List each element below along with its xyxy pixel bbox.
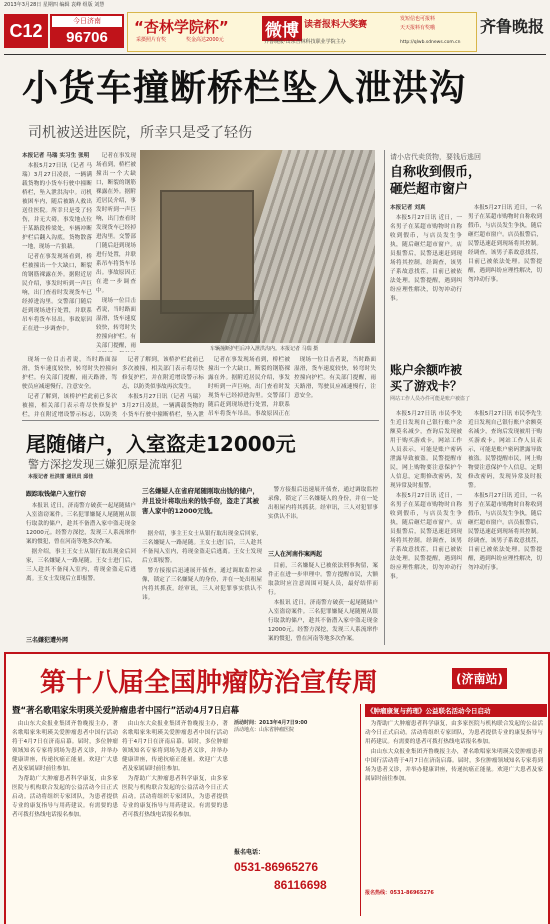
event-right-box (360, 704, 545, 916)
hotline-box (50, 14, 124, 48)
sidebar2-text-1b: 本报5月27日讯 近日，一名男子在某超市购物时自称收到假币，与店员发生争执，随后砸烂超市窗户。店员报警后，民警迅速赶到现场将其控制。经调查，该男子系故意找茬，目前已被依法处理。民警提醒，遇到纠纷应理性解决，切勿冲动行事。 (390, 493, 462, 580)
bottom-ad-section (4, 652, 550, 924)
ad-right-line2: 天天报料有奖哦 (400, 25, 436, 31)
story1-text-2: 记者在事发现场看到，桥栏被撞出一个大缺口，断裂的钢筋裸露在外。据附近居民介绍，事发时听到一声巨响，出门查看时发现货车已经掉进沟里。交警部门随后赶到现场进行处置，并联系吊车将货车吊出。事故原因正在进一步调查中。 (96, 153, 136, 294)
sidebar1-kicker: 请小店代卖货物，要钱后逃回 (390, 153, 481, 161)
story1-text-6: 现场一位目击者说，当时路面湿滑，货车速度较快，转弯时失控撞向护栏。有关部门提醒，雨天路滑，驾驶员应减速慢行，注意安全。 (294, 357, 376, 399)
story1-text-3b: 记者了解到，该桥护栏此前已多次被撞，相关部门表示将尽快修复护栏，并在附近增设警示标志，以防类 (22, 394, 117, 418)
sidebar2-title (390, 362, 462, 394)
story2-text-2b: 警方接报后迅速展开侦查，通过调取监控录像，锁定了三名嫌疑人的身份，并在一处出租屋内将其抓获。经审讯，三人对犯罪事实供认不讳。 (142, 568, 262, 601)
story1-column-2 (96, 152, 136, 352)
story2-column-4 (268, 562, 378, 646)
phone-number-2[interactable]: 86116698 (274, 878, 327, 892)
sidebar2-subtitle: 网站工作人员办件可能是账户被盗了 (390, 396, 471, 402)
story2-text-1b: 据介绍，事主王女士从银行取出现金后回家，三名嫌疑人一路尾随。王女士进门后，三人趁其不备闯入室内，将现金盗走后逃离。王女士发现后立即报警。 (26, 549, 136, 582)
event-left-column-2 (122, 720, 228, 916)
sidebar1-byline: 本报记者 刘真 (390, 205, 426, 211)
story1-text-1: 本报5月27日讯（记者 马瑞）3月27日凌晨，一辆满载货物的小货车行驶中撞断桥栏，坠入泄洪沟中。司机被困车内，随后被路人救出送往医院。所幸只是受了轻伤，并无大碍。事发地点位于某路段桥梁处，车辆冲断护栏后翻入沟底，货物散落一地，现场一片狼藉。 (22, 163, 92, 250)
story2-text-2: 据介绍，事主王女士从银行取出现金后回家，三名嫌疑人一路尾随。王女士进门后，三人趁其不备闯入室内，将现金盗走后逃离。王女士发现后立即报警。 (142, 531, 262, 564)
story1-text-4b: 本报5月27日讯（记者 马瑞）3月27日凌晨，一辆满载货物的小货车行驶中撞断桥栏，坠入泄 (122, 394, 204, 418)
story1-text-1b: 记者在事发现场看到，桥栏被撞出一个大缺口，断裂的钢筋裸露在外。据附近居民介绍，事发时听到一声巨响，出门查看时发现货车已经掉进沟里。交警部门随后赶到现场进行处置，并联系吊车将货车吊出。事故原因正在进一步调查中。 (22, 254, 92, 332)
event-left-text-1: 由山东大众报业集团齐鲁晚报主办，著名歌唱家朱明瑛关爱肿瘤患者中国行活动将于4月7日在济南启幕。届时，多位肿瘤领域知名专家将到场为患者义诊，并举办健康讲座，传递抗癌正能量。欢迎广大患者及家属届时前往参加。 (12, 721, 118, 772)
event-right-text-b: 由山东大众报业集团齐鲁晚报主办，著名歌唱家朱明瑛关爱肿瘤患者中国行活动将于4月7日在济南启幕。届时，多位肿瘤领域知名专家将到场为患者义诊，并举办健康讲座，传递抗癌正能量。欢迎广大患者及家属届时前往参加。 (365, 749, 543, 782)
ad-right-url: http://qlwb.sdnews.com.cn (400, 40, 461, 45)
story1-column-3 (22, 356, 117, 418)
sidebar2-text-2b: 本报5月27日讯 近日，一名男子在某超市购物时自称收到假币，与店员发生争执，随后砸烂超市窗户。店员报警后，民警迅速赶到现场将其控制。经调查，该男子系故意找茬，目前已被依法处理。民警提醒，遇到纠纷应理性解决，切勿冲动行事。 (468, 493, 542, 571)
hotline-number: 96706 (66, 29, 108, 46)
story1-column-1 (22, 152, 92, 352)
sidebar2-kicker: 账户余额咋被 (390, 363, 463, 377)
sidebar1-text-1: 本报5月27日讯 近日，一名男子在某超市购物时自称收到假币，与店员发生争执，随后砸烂超市窗户。店员报警后，民警迅速赶到现场将其控制。经调查，该男子系故意找茬，目前已被依法处理。民警提醒，遇到纠纷应理性解决，切勿冲动行事。 (390, 215, 462, 302)
story2-column-1 (26, 502, 136, 632)
sidebar2-column-1 (390, 410, 462, 646)
story2-text-4: 目前，三名嫌疑人已被依法刑事拘留，案件正在进一步审理中。警方提醒市民，大额取款时应注意周围可疑人员，最好结伴而行。 (268, 563, 378, 596)
story1-text-5: 记者在事发现场看到，桥栏被撞出一个大缺口，断裂的钢筋裸露在外。据附近居民介绍，事发时听到一声巨响，出门查看时发现货车已经掉进沟里。交警部门随后赶到现场进行处置，并联系吊车将货车吊出。事故原因正在 (208, 357, 290, 417)
story2-subhead-3: 三人在河南作案两起 (268, 551, 323, 558)
ad-weibo: 微博 (262, 16, 302, 41)
story2-text-4b: 本报讯 近日，济南警方破获一起尾随储户入室盗窃案件。三名犯罪嫌疑人尾随刚从银行取款的储户，趁其不备潜入家中盗走现金12000元。经警方深挖，发现三人系流窜作案的惯犯，曾在河南等地多次作案。 (268, 600, 378, 642)
event-left-title: 暨“著名歌唱家朱明瑛关爱肿瘤患者中国行”活动4月7日启幕 (12, 706, 240, 716)
event-left-column-1 (12, 720, 118, 916)
masthead-divider (4, 54, 546, 55)
story2-column-2 (142, 530, 262, 646)
banner-title: 第十八届全国肿瘤防治宣传周 (40, 668, 379, 698)
story2-pullquote: 三名嫌疑人在省府尾随刚取出钱的储户，并且设计将取出来的钱手窃，盗走了其被害人家中的12000元钱。 (142, 487, 259, 515)
story1-text-4: 记者了解到，该桥护栏此前已多次被撞，相关部门表示将尽快修复护栏，并在附近增设警示标志，以防类似事故再次发生。 (122, 357, 204, 390)
top-ad-banner[interactable] (127, 12, 477, 52)
ad-subtitle: 采摄照片有奖 (136, 37, 167, 43)
main-subheadline: 司机被送进医院，所幸只是受了轻伤 (28, 125, 252, 141)
ad-reward: 奖金高达2000元 (186, 37, 224, 43)
main-headline: 小货车撞断桥栏坠入泄洪沟 (22, 68, 467, 109)
sidebar1-column-2 (468, 204, 542, 352)
sidebar2-text-1: 本报5月27日讯 市民李先生近日发现自己银行账户余额莫名减少，查询后发现被用于购买游戏卡。网站工作人员表示，可能是账户密码泄露导致被盗。民警提醒市民，网上购物要注意保护个人信息，定期修改密码，发现异常及时报警。 (390, 411, 462, 489)
story1-text-2b: 现场一位目击者说，当时路面湿滑，货车速度较快，转弯时失控撞向护栏。有关部门提醒，雨 (96, 298, 136, 349)
story2-subheadline: 警方深挖发现三嫌犯原是流窜犯 (28, 458, 182, 471)
photo-caption: 车辆撞断护栏后冲入泄洪沟内。本报记者 马瑞 摄 (210, 346, 319, 352)
sidebar2-text-2: 本报5月27日讯 市民李先生近日发现自己银行账户余额莫名减少，查询后发现被用于购买游戏卡。网站工作人员表示，可能是账户密码泄露导致被盗。民警提醒市民，网上购物要注意保护个人信息，定期修改密码，发现异常及时报警。 (468, 411, 542, 489)
sidebar1-text-2: 本报5月27日讯 近日，一名男子在某超市购物时自称收到假币，与店员发生争执，随后砸烂超市窗户。店员报警后，民警迅速赶到现场将其控制。经调查，该男子系故意找茬，目前已被依法处理。民警提醒，遇到纠纷应理性解决，切勿冲动行事。 (468, 205, 542, 283)
photo-truck-shape (160, 190, 254, 314)
story2-divider (22, 420, 379, 421)
story2-byline: 本报记者 杜洪雷 通讯员 邱佳 (28, 474, 94, 480)
event-right-body (365, 720, 543, 884)
story2-headline: 尾随储户，入室盗走12000元 (26, 432, 296, 456)
event-time: 活动时间：2013年4月7日9:00 (234, 720, 308, 726)
phone-number-1[interactable]: 0531-86965276 (234, 860, 319, 874)
issue-date: 2013年3月28日 (4, 2, 42, 8)
story2-text-3: 警方接报后迅速展开侦查，通过调取监控录像，锁定了三名嫌疑人的身份，并在一处出租屋内将其抓获。经审讯，三人对犯罪事实供认不讳。 (268, 487, 378, 520)
top-info-bar (4, 2, 104, 9)
sidebar1-column-1 (390, 204, 462, 352)
ad-weibo-sub: 读者报料大奖赛 (304, 20, 368, 30)
ad-weibo-desc: 齐鲁晚报·山东杏林科技职业学院主办 (264, 39, 346, 45)
event-right-footer: 报名热线：0531-86965276 (365, 890, 434, 896)
ad-title: “杏林学院杯” (134, 18, 229, 36)
story2-text-1: 本报讯 近日，济南警方破获一起尾随储户入室盗窃案件。三名犯罪嫌疑人尾随刚从银行取款的储户，趁其不备潜入家中盗走现金12000元。经警方深挖，发现三人系流窜作案的惯犯，曾在河南等地多次作案。 (26, 503, 136, 545)
event-right-text: 为帮助广大肿瘤患者科学康复，由多家医院与机构联合发起的公益活动今日正式启动。活动将组织专家团队，为患者提供专业的康复指导与用药建议。有需要的患者可拨打热线电话报名参加。 (365, 721, 543, 745)
photo-ditch-shadow (140, 300, 260, 343)
phone-label: 报名电话： (234, 849, 265, 856)
sidebar1-title (390, 164, 481, 198)
story1-byline: 本报记者 马瑞 实习生 张明 (22, 153, 90, 159)
sidebar1-title-line2: 砸烂超市窗户 (390, 182, 469, 197)
editor-credit: 编辑 袁峰 (59, 2, 82, 8)
masthead-logo: 齐鲁晚报 (480, 17, 545, 36)
layout-credit: 组版 刘慧 (82, 2, 105, 8)
banner-city: (济南站) (452, 668, 507, 689)
hotline-label: 今日济南 (52, 16, 122, 27)
event-registration-box (234, 720, 354, 916)
event-place: 活动地点：山东省肿瘤医院 (234, 727, 295, 733)
event-left-text-2b: 为帮助广大肿瘤患者科学康复，由多家医院与机构联合发起的公益活动今日正式启动。活动将组织专家团队，为患者提供专业的康复指导与用药建议。有需要的患者可拨打热线电话报名参加。 (122, 776, 228, 818)
issue-weekday: 星期四 (42, 2, 58, 8)
accident-photo (140, 150, 375, 343)
sidebar2-column-2 (468, 410, 542, 646)
sidebar1-title-line1: 自称收到假币， (390, 165, 482, 180)
event-right-title: 《肿瘤康复与药理》公益联名活动今日启动 (365, 704, 547, 717)
sidebar-divider (384, 150, 385, 645)
story1-column-6 (294, 356, 376, 418)
event-left-text-1b: 为帮助广大肿瘤患者科学康复，由多家医院与机构联合发起的公益活动今日正式启动。活动将组织专家团队，为患者提供专业的康复指导与用药建议。有需要的患者可拨打热线电话报名参加。 (12, 776, 118, 818)
story2-subhead-1: 跟踪取钱储户入室行窃 (26, 491, 87, 498)
story1-column-5 (208, 356, 290, 418)
story1-text-3: 现场一位目击者说，当时路面湿滑，货车速度较快，转弯时失控撞向护栏。有关部门提醒，雨天路滑，驾驶员应减速慢行，注意安全。 (22, 357, 117, 390)
ad-right-line1: 发短信也可报料 (400, 16, 436, 22)
story1-column-4 (122, 356, 204, 418)
sidebar2-title-text: 买了游戏卡？ (390, 379, 463, 393)
page-number: C12 (4, 14, 48, 48)
story2-column-3 (268, 486, 378, 546)
event-left-text-2: 由山东大众报业集团齐鲁晚报主办，著名歌唱家朱明瑛关爱肿瘤患者中国行活动将于4月7日在济南启幕。届时，多位肿瘤领域知名专家将到场为患者义诊，并举办健康讲座，传递抗癌正能量。欢迎广大患者及家属届时前往参加。 (122, 721, 228, 772)
story2-subhead-4: 三名嫌犯遭外网 (26, 637, 69, 644)
